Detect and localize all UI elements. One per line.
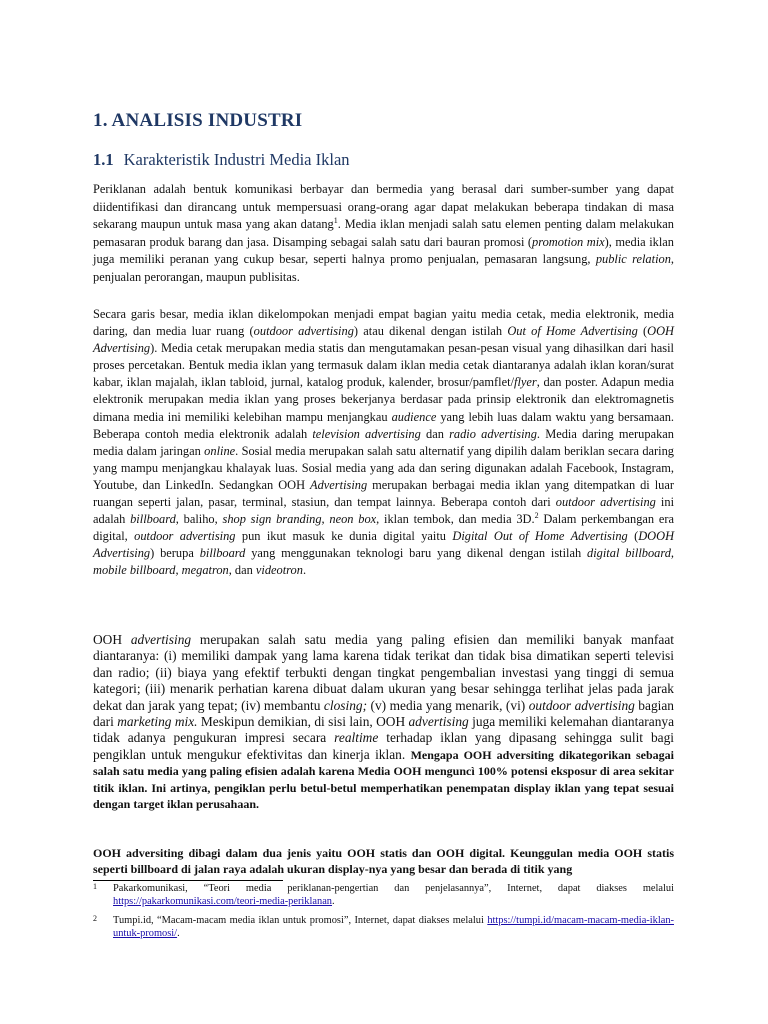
paragraph-1: Periklanan adalah bentuk komunikasi berbayar dan bermedia yang berasal dari sumber-sumber yang dapat diidentifikasi dan dirancang untuk mempersuasi orang-orang agar dapat melakukan beberapa tindakan di masa sekarang maupun untuk masa yang akan datang$^1$. Media iklan menjadi salah satu elemen penting dalam melakukan pemasaran produk barang dan jasa. Disamping sebagai salah satu dari bauran promosi (promotion mix), media iklan juga memiliki peranan yang cukup besar, seperti halnya promo penjualan, pemasaran langsung, public relation, penjualan perorangan, maupun publisitas. [93,182,675,284]
footnote-ref-1[interactable]: 1 [333,215,338,225]
footnote-separator [93,880,283,881]
footnote-1: 1 Pakarkomunikasi, “Teori media periklanan-pengertian dan penjelasannya”, Internet, dapat diakses melalui https://pakarkomunikasi.com/teori-media-periklanan. [93,882,674,908]
subsection-title: Karakteristik Industri Media Iklan [123,150,350,169]
paragraph-4: OOH adversiting dibagi dalam dua jenis yaitu OOH statis dan OOH digital. Keunggulan media OOH statis seperti billboard di jalan raya adalah ukuran display-nya yang besar dan berada di titik yang [93,846,674,876]
footnote-link-2[interactable]: https://tumpi.id/macam-macam-media-iklan-untuk-promosi/ [113,914,674,940]
footnotes [93,882,674,946]
footnote-number: 1 [93,882,97,891]
footnote-number: 2 [93,913,97,923]
paragraph-2: Secara garis besar, media iklan dikelompokan menjadi empat bagian yaitu media cetak, media elektronik, media daring, dan media luar ruang (outdoor advertising) atau dikenal dengan istilah Out of Home Advertising (OOH Advertising). Media cetak merupakan media statis dan mengutamakan pesan-pesan visual yang dihasilkan dari hasil proses percetakan. Bentuk media iklan yang termasuk dalam iklan media cetak diantaranya adalah iklan koran/surat kabar, iklan majalah, iklan tabloid, jurnal, katalog produk, kalender, brosur/pamflet/flyer, dan poster. Adapun media elektronik merupakan media iklan yang proses bekerjanya berdasar pada prinsip elektronik dan elektromagnetis dimana media ini memiliki kelebihan mampu menjangkau audience yang lebih luas dalam waktu yang bersamaan. Beberapa contoh media elektronik adalah television advertising dan radio advertising. Media daring merupakan media dalam jaringan online. Sosial media merupakan salah satu alternatif yang dipilih dalam beriklan secara daring yang mampu menjangkau khalayak luas. Sosial media yang ada dan sering digunakan adalah Facebook, Instagram, Youtube, dan LinkedIn. Sedangkan OOH Advertising merupakan berbagai media iklan yang ditempatkan di luar ruangan seperti jalan, pasar, terminal, stasiun, dan tempat lainnya. Beberapa contoh dari outdoor advertising ini adalah billboard, baliho, shop sign branding, neon box, iklan tembok, dan media 3D.$^2$ Dalam perkembangan era digital, outdoor advertising pun ikut masuk ke dunia digital yaitu Digital Out of Home Advertising (DOOH Advertising) berupa billboard yang menggunakan teknologi baru yang dikenal dengan istilah digital billboard, mobile billboard, megatron, dan videotron. [93,307,675,578]
subsection-heading [93,150,350,170]
subsection-number: 1.1 [93,150,114,169]
paragraph-3: OOH advertising merupakan salah satu media yang paling efisien dan memiliki banyak manfaat diantaranya: (i) memiliki dampak yang lama karena tidak terikat dan tidak bisa dimatikan seperti televisi dan radio; (ii) biaya yang efektif terbukti dengan tingkat pengembalian investasi yang tinggi di semua kategori; (iii) menarik perhatian karena dibuat dalam ukuran yang besar sehingga terlihat jelas pada jarak dekat dan jarak yang tepat; (iv) membantu closing; (v) media yang menarik, (vi) outdoor advertising bagian dari marketing mix. Meskipun demikian, di sisi lain, OOH advertising juga memiliki kelemahan diantaranya tidak adanya pengukuran impresi secara realtime terhadap iklan yang dipasang sehingga sulit bagi pengiklan untuk mengukur efektivitas dan kinerja iklan. Mengapa OOH adversiting dikategorikan sebagai salah satu media yang paling efisien adalah karena Media OOH menguncì 100% potensi eksposur di area sekitar titik iklan. Ini artinya, pengiklan perlu betul-betul memperhatikan penempatan display iklan yang tepat sesuai dengan target iklan perusahaan. [93,632,675,812]
bold-statement: Mengapa OOH adversiting dikategorikan sebagai salah satu media yang paling efisien adalah karena Media OOH menguncì 100% potensi eksposur di area sekitar titik iklan. Ini artinya, pengiklan perlu betul-betul memperhatikan penempatan display iklan yang tepat sesuai dengan target iklan perusahaan. [93,747,674,812]
footnote-2: 2 Tumpi.id, “Macam-macam media iklan untuk promosi”, Internet, dapat diakses melalui https://tumpi.id/macam-macam-media-iklan-untuk-promosi/. [93,913,674,940]
section-heading: 1. ANALISIS INDUSTRI [93,110,303,131]
footnote-ref-2[interactable]: 2 [534,511,539,520]
footnote-link-1[interactable]: https://pakarkomunikasi.com/teori-media-periklanan [113,896,333,908]
